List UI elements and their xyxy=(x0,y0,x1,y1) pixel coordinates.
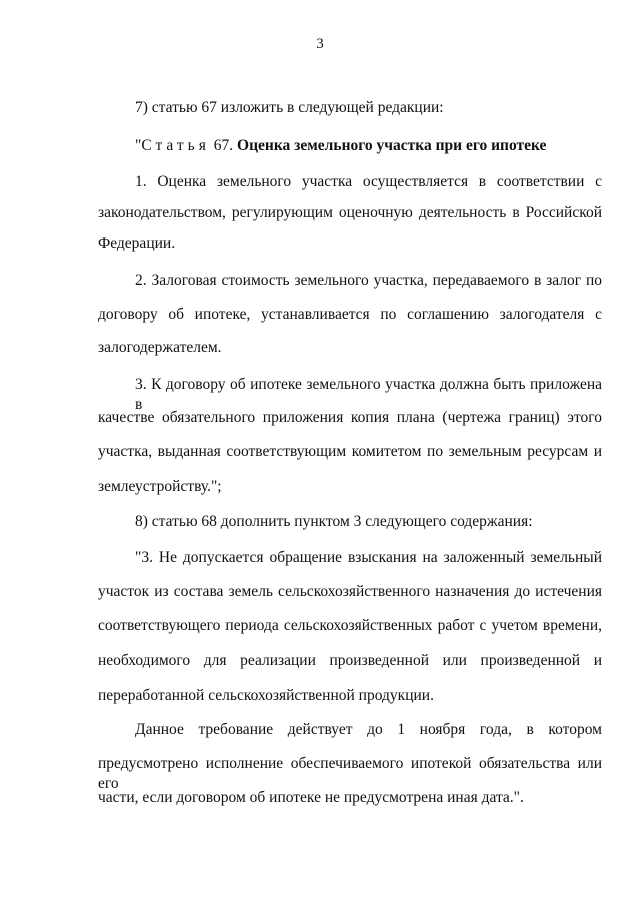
item-7-p1-line-3: Федерации. xyxy=(98,235,176,252)
article-title: Оценка земельного участка при его ипотеке xyxy=(237,137,547,154)
item-8-p2-line-3: части, если договором об ипотеке не предусмотрена иная дата.". xyxy=(98,789,524,806)
item-7-intro: 7) статью 67 изложить в следующей редакции: xyxy=(135,99,444,116)
item-7-p3-line-3: участка, выданная соответствующим комитетом по земельным ресурсам и xyxy=(98,443,602,460)
item-8-p2-line-2: предусмотрено исполнение обеспечиваемого ипотекой обязательства или его xyxy=(98,755,602,792)
article-word: Статья xyxy=(141,137,210,154)
item-8-p1-line-2: участок из состава земель сельскохозяйственного назначения до истечения xyxy=(98,583,602,600)
page-number: 3 xyxy=(316,36,324,52)
item-7-p3-line-2: качестве обязательного приложения копия плана (чертежа границ) этого xyxy=(98,409,602,426)
item-7-p1-line-2: законодательством, регулирующим оценочную деятельность в Российской xyxy=(98,204,602,221)
item-7-p3-line-4: землеустройству."; xyxy=(98,478,222,495)
item-7-p2-line-1: 2. Залоговая стоимость земельного участка, передаваемого в залог по xyxy=(135,272,602,289)
item-8-p1-line-5: переработанной сельскохозяйственной продукции. xyxy=(98,687,434,704)
item-8-p1-line-3: соответствующего периода сельскохозяйственных работ с учетом времени, xyxy=(98,617,602,634)
item-7-p2-line-3: залогодержателем. xyxy=(98,339,222,356)
item-7-p1-line-1: 1. Оценка земельного участка осуществляется в соответствии с xyxy=(135,173,602,190)
item-7-p3-line-1: 3. К договору об ипотеке земельного участка должна быть приложена в xyxy=(135,376,602,413)
item-8-p2-line-1: Данное требование действует до 1 ноября года, в котором xyxy=(135,721,602,738)
item-8-intro: 8) статью 68 дополнить пунктом 3 следующего содержания: xyxy=(135,513,533,530)
item-8-p1-line-1: "3. Не допускается обращение взыскания на заложенный земельный xyxy=(135,549,602,566)
article-67-heading xyxy=(135,136,546,156)
item-8-p1-line-4: необходимого для реализации произведенной или произведенной и xyxy=(98,652,602,669)
article-number: 67. xyxy=(209,137,238,154)
item-7-p2-line-2: договору об ипотеке, устанавливается по соглашению залогодателя с xyxy=(98,306,602,323)
article-quote: " xyxy=(135,137,142,154)
